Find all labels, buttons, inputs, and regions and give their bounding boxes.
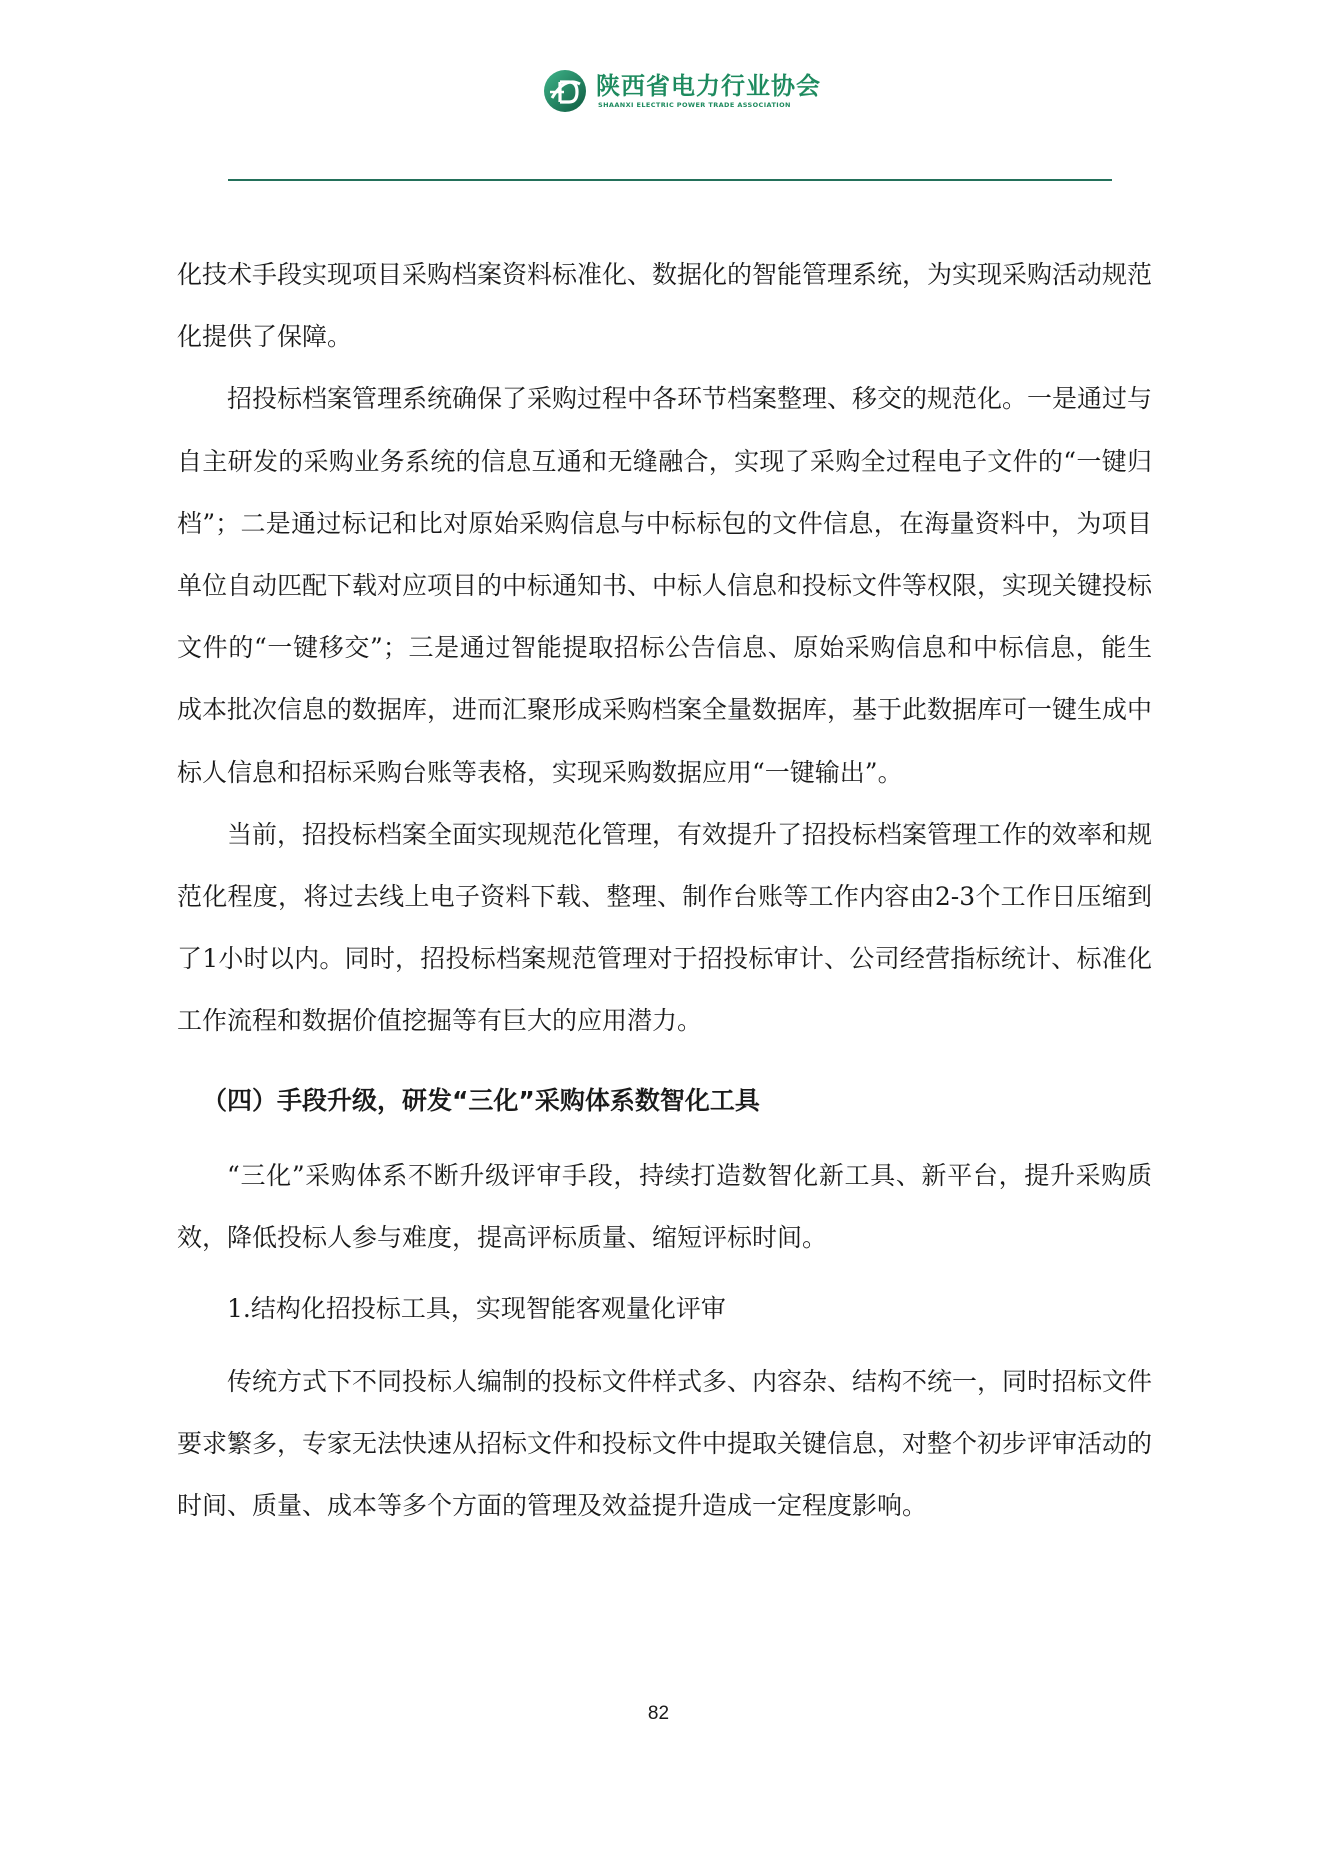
org-name-english: SHAANXI ELECTRIC POWER TRADE ASSOCIATION <box>598 101 791 109</box>
page-number: 82 <box>647 1703 670 1724</box>
header-divider <box>228 179 1112 181</box>
paragraph-current-status: 当前，招投标档案全面实现规范化管理，有效提升了招投标档案管理工作的效率和规范化程度，将过去线上电子资料下载、整理、制作台账等工作内容由2-3个工作日压缩到了1小时以内。同时，招投标档案规范管理对于招投标审计、公司经营指标统计、标准化工作流程和数据价值挖掘等有巨大的应用潜力。 <box>177 819 1153 1036</box>
document-body <box>177 244 1152 1538</box>
paragraph-three-system: “三化”采购体系不断升级评审手段，持续打造数智化新工具、新平台，提升采购质效，降低投标人参与难度，提高评标质量、缩短评标时间。 <box>177 1160 1152 1252</box>
paragraph-archive-system: 招投标档案管理系统确保了采购过程中各环节档案整理、移交的规范化。一是通过与自主研发的采购业务系统的信息互通和无缝融合，实现了采购全过程电子文件的“一键归档”；二是通过标记和比对原始采购信息与中标标包的文件信息，在海量资料中，为项目单位自动匹配下载对应项目的中标通知书、中标人信息和投标文件等权限，实现关键投标文件的“一键移交”；三是通过智能提取招标公告信息、原始采购信息和中标信息，能生成本批次信息的数据库，进而汇聚形成采购档案全量数据库，基于此数据库可一键生成中标人信息和招标采购台账等表格，实现采购数据应用“一键输出”。 <box>177 384 1153 787</box>
association-logo-icon <box>542 68 588 114</box>
paragraph-traditional-method: 传统方式下不同投标人编制的投标文件样式多、内容杂、结构不统一，同时招标文件要求繁多，专家无法快速从招标文件和投标文件中提取关键信息，对整个初步评审活动的时间、质量、成本等多个方面的管理及效益提升造成一定程度影响。 <box>177 1367 1153 1521</box>
page-header <box>0 60 1317 120</box>
paragraph-continuation: 化技术手段实现项目采购档案资料标准化、数据化的智能管理系统，为实现采购活动规范化提供了保障。 <box>177 260 1153 352</box>
section-heading: （四）手段升级，研发“三化”采购体系数智化工具 <box>202 1085 760 1115</box>
org-name: 陕西省电力行业协会 <box>596 72 821 100</box>
subsection-heading: 1.结构化招投标工具，实现智能客观量化评审 <box>227 1294 726 1324</box>
